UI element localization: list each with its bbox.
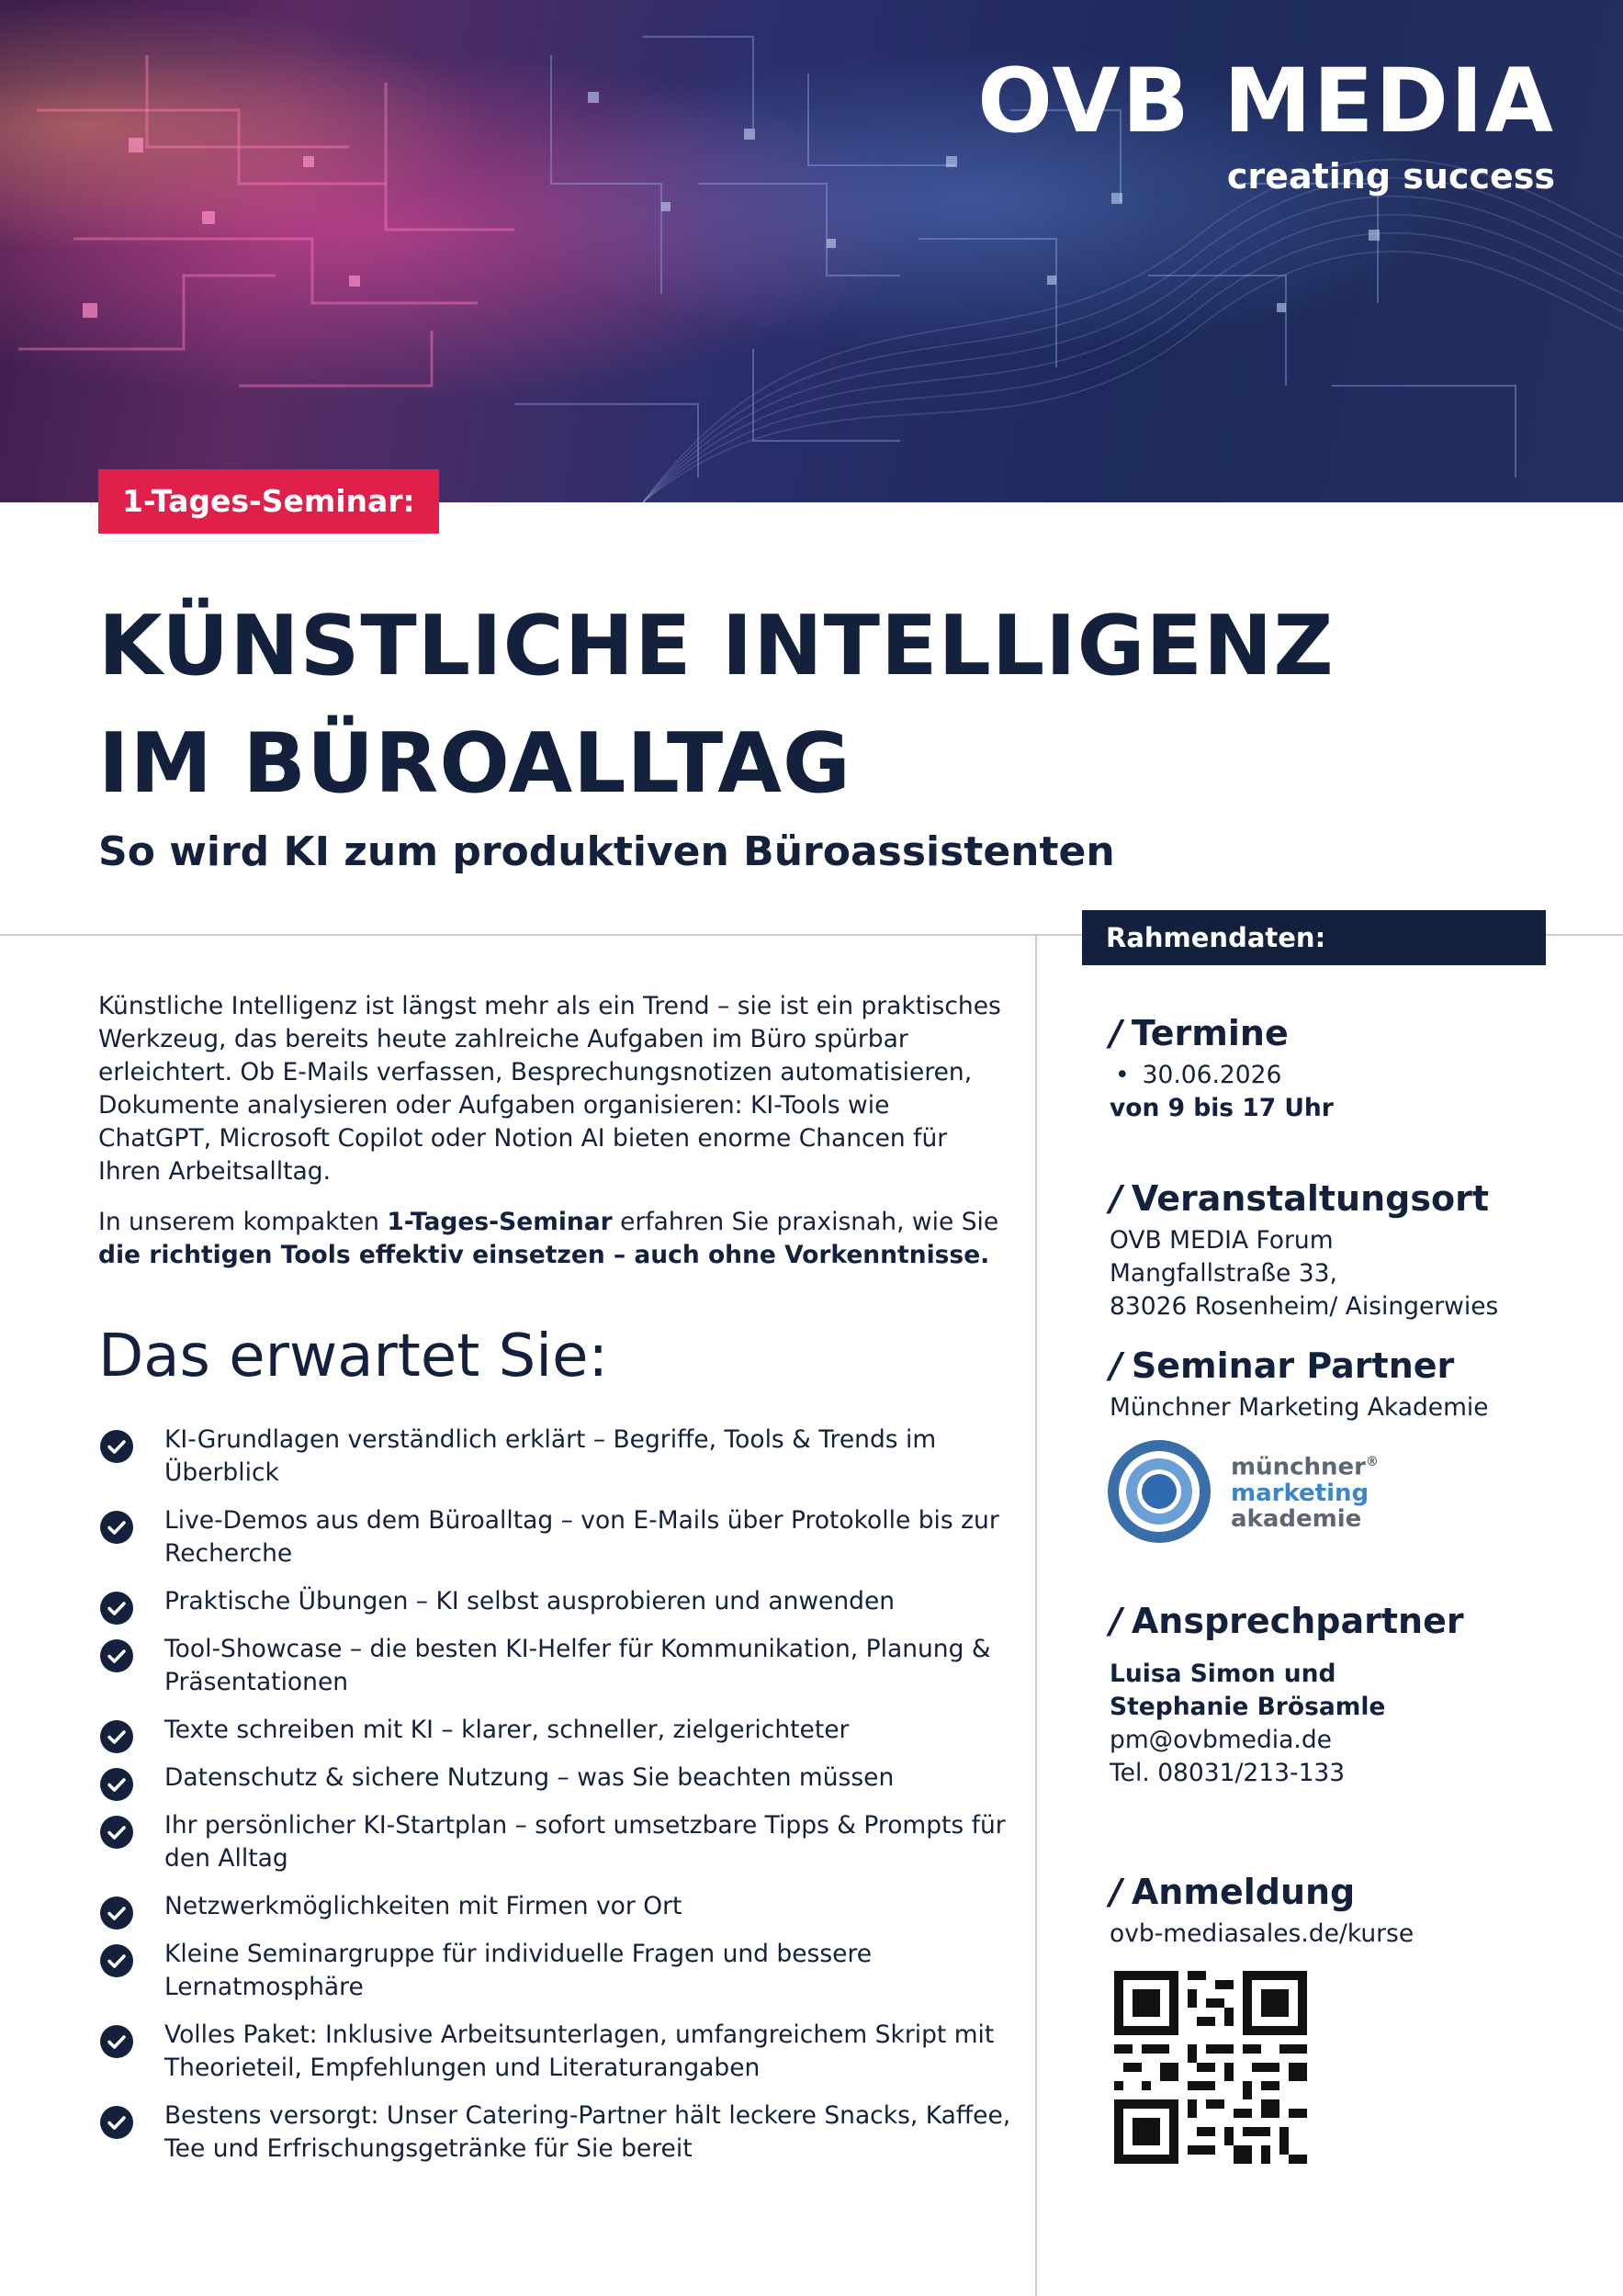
mma-logo-line-2: marketing [1231,1479,1369,1507]
event-time: von 9 bis 17 Uhr [1110,1094,1334,1122]
qr-code[interactable] [1114,1971,1307,2164]
intro-p2-text-2: erfahren Sie praxisnah, wie Sie [612,1208,999,1236]
location-line-1: OVB MEDIA Forum [1110,1226,1334,1255]
termine-title: Termine [1131,1013,1289,1053]
list-item-text: Live-Demos aus dem Büroalltag – von E-Mails über Protokolle bis zur Recherche [164,1506,999,1568]
checkmark-icon [100,1944,133,1977]
checkmark-icon [100,2025,133,2058]
list-item-text: Ihr persönlicher KI-Startplan – sofort umsetzbare Tipps & Prompts für den Alltag [164,1811,1006,1873]
slash-icon: / [1110,1013,1122,1053]
registration-url[interactable]: ovb-mediasales.de/kurse [1110,1919,1414,1948]
list-item-text: Datenschutz & sichere Nutzung – was Sie beachten müssen [164,1763,895,1792]
mma-logo-word-1: münchner [1231,1453,1366,1481]
registered-mark: ® [1366,1455,1379,1469]
checkmark-icon [100,1511,133,1544]
mma-logo-line-3: akademie [1231,1504,1362,1533]
contact-email[interactable]: pm@ovbmedia.de [1110,1726,1332,1754]
partner-heading [1110,1342,1587,1390]
list-item-text: Netzwerkmöglichkeiten mit Firmen vor Ort [164,1892,682,1920]
list-item-text: Tool-Showcase – die besten KI-Helfer für Kommunikation, Planung & Präsentationen [164,1635,991,1696]
list-item-text: KI-Grundlagen verständlich erklärt – Begriffe, Tools & Trends im Überblick [164,1425,937,1487]
intro-paragraph-2 [98,1206,1003,1272]
logo-wordmark: OVB MEDIA [977,50,1555,152]
checkmark-icon [100,1720,133,1753]
intro-paragraph-1: Künstliche Intelligenz ist längst mehr als ein Trend – sie ist ein praktisches Werkzeug, das bereits heute zahlreiche Aufgaben im Büro spürbar erleichtert. Ob E-Mails verfassen, Besprechungsnotizen automatisieren, Dokumente analysieren oder Aufgaben organisieren: KI-Tools wie ChatGPT, Microsoft Copilot oder Notion AI bieten enorme Chancen für Ihren Arbeitsalltag. [98,992,1001,1186]
marketing-akademie-logo [1106,1438,1400,1548]
intro-p2-text-1: In unserem kompakten [98,1208,388,1236]
hero-banner [0,0,1623,502]
list-item-text: Volles Paket: Inklusive Arbeitsunterlagen, umfangreichem Skript mit Theorieteil, Empfehlungen und Literaturangaben [164,2020,995,2082]
mma-logo-text [1231,1449,1379,1532]
contact-names-2: Stephanie Brösamle [1110,1693,1386,1721]
mma-logo-line-1 [1231,1449,1379,1480]
checkmark-icon [100,1639,133,1672]
location-title: Veranstaltungsort [1131,1178,1489,1219]
termine-heading [1110,1009,1587,1057]
partner-section [1110,1342,1587,1424]
checkmark-icon [100,1430,133,1463]
list-item [98,2019,1017,2085]
list-item-text: Texte schreiben mit KI – klarer, schneller, zielgerichteter [164,1716,850,1744]
intro-p2-bold-2: die richtigen Tools effektiv einsetzen – auch ohne Vorkenntnisse. [98,1241,990,1269]
expectations-heading: Das erwartet Sie: [98,1322,608,1390]
list-item [98,1714,1017,1747]
list-item [98,1938,1017,2004]
slash-icon: / [1110,1601,1122,1641]
list-item [98,1585,1017,1618]
event-date: • 30.06.2026 [1110,1059,1587,1092]
checkmark-icon [100,1896,133,1930]
list-item [98,1424,1017,1490]
checkmark-icon [100,1768,133,1801]
termine-section [1110,1009,1587,1125]
vertical-divider [1035,935,1037,2296]
list-item [98,2099,1017,2166]
slash-icon: / [1110,1872,1122,1912]
list-item-text: Kleine Seminargruppe für individuelle Fragen und bessere Lernatmosphäre [164,1940,873,2001]
contact-phone: Tel. 08031/213-133 [1110,1759,1346,1787]
location-heading [1110,1175,1587,1222]
contact-title: Ansprechpartner [1131,1601,1464,1641]
target-icon [1106,1438,1216,1548]
checkmark-icon [100,1592,133,1625]
list-item [98,1890,1017,1923]
registration-title: Anmeldung [1131,1872,1356,1912]
list-item-text: Bestens versorgt: Unser Catering-Partner hält leckere Snacks, Kaffee, Tee und Erfrischungsgetränke für Sie bereit [164,2101,1011,2163]
title-line-2: IM BÜROALLTAG [98,715,851,812]
checkmark-icon [100,1816,133,1849]
partner-name: Münchner Marketing Akademie [1110,1393,1489,1422]
list-item [98,1633,1017,1699]
location-section [1110,1175,1587,1323]
contact-section [1110,1597,1587,1790]
sidebar-header: Rahmendaten: [1082,910,1546,965]
title-line-1: KÜNSTLICHE INTELLIGENZ [98,598,1335,694]
page-subtitle: So wird KI zum produktiven Büroassistenten [98,828,1115,875]
list-item [98,1761,1017,1795]
location-line-2: Mangfallstraße 33, [1110,1259,1337,1288]
contact-names-1: Luisa Simon und [1110,1660,1336,1688]
slash-icon: / [1110,1178,1122,1219]
list-item [98,1809,1017,1875]
checkmark-icon [100,2106,133,2139]
slash-icon: / [1110,1345,1122,1386]
registration-heading [1110,1868,1587,1916]
ovb-media-logo [977,50,1555,197]
registration-section [1110,1868,1587,1951]
partner-title: Seminar Partner [1131,1345,1455,1386]
contact-heading [1110,1597,1587,1645]
intro-p2-bold-1: 1-Tages-Seminar [387,1208,613,1236]
expectations-list [98,1424,1017,2180]
list-item-text: Praktische Übungen – KI selbst ausprobieren und anwenden [164,1587,896,1615]
logo-tagline: creating success [1226,156,1555,197]
location-line-3: 83026 Rosenheim/ Aisingerwies [1110,1292,1499,1321]
list-item [98,1504,1017,1570]
page-title [98,588,1476,823]
seminar-type-badge: 1-Tages-Seminar: [98,469,439,534]
intro-text [98,990,1003,1289]
